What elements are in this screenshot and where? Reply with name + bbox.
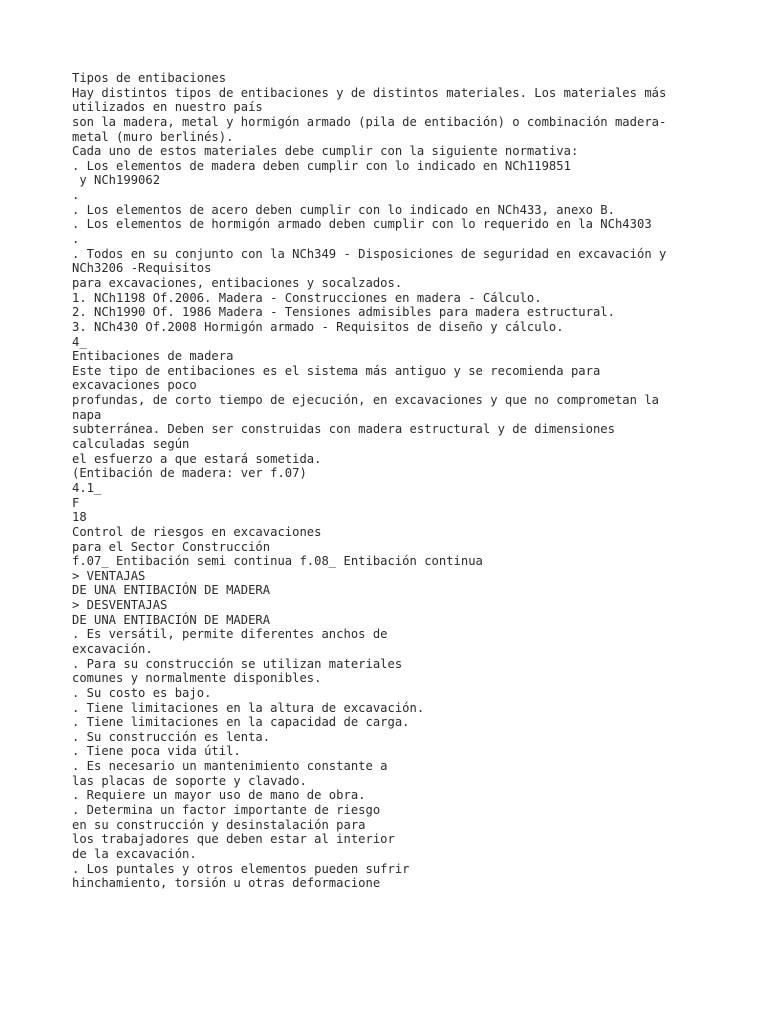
doc-line: . <box>72 232 80 247</box>
doc-line: subterránea. Deben ser construidas con madera estructural y de dimensiones <box>72 422 615 437</box>
doc-line: para excavaciones, entibaciones y socalzados. <box>72 275 403 290</box>
doc-heading-desventajas: > DESVENTAJAS <box>72 598 168 613</box>
doc-section-number: 4.1_ <box>72 480 102 495</box>
doc-list-item: . Tiene poca vida útil. <box>72 744 241 759</box>
doc-list-item: . Su construcción es lenta. <box>72 729 271 744</box>
doc-list-item: . Tiene limitaciones en la capacidad de carga. <box>72 715 410 730</box>
doc-list-item: . Tiene limitaciones en la altura de excavación. <box>72 700 425 715</box>
doc-list-item: . Es necesario un mantenimiento constante a <box>72 759 388 774</box>
doc-line: hinchamiento, torsión u otras deformacione <box>72 876 381 891</box>
doc-line: las placas de soporte y clavado. <box>72 773 307 788</box>
doc-line: en su construcción y desinstalación para <box>72 817 366 832</box>
doc-section-number: 4_ <box>72 334 87 349</box>
doc-line: y NCh199062 <box>72 173 161 188</box>
doc-list-item: 3. NCh430 Of.2008 Hormigón armado - Requisitos de diseño y cálculo. <box>72 319 564 334</box>
doc-line: . Los elementos de acero deben cumplir con lo indicado en NCh433, anexo B. <box>72 202 615 217</box>
doc-figure-caption: f.07_ Entibación semi continua f.08_ Entibación continua <box>72 554 483 569</box>
doc-line: Hay distintos tipos de entibaciones y de distintos materiales. Los materiales más <box>72 85 667 100</box>
doc-heading-tipos: Tipos de entibaciones <box>72 71 227 85</box>
doc-heading-desventajas: DE UNA ENTIBACIÓN DE MADERA <box>72 612 271 627</box>
doc-line: utilizados en nuestro país <box>72 100 263 115</box>
doc-line: los trabajadores que deben estar al interior <box>72 832 395 847</box>
doc-line: excavaciones poco <box>72 378 197 393</box>
doc-line: metal (muro berlinés). <box>72 129 234 144</box>
doc-line: de la excavación. <box>72 846 197 861</box>
doc-list-item: . Determina un factor importante de riesgo <box>72 803 381 818</box>
doc-running-title: Control de riesgos en excavaciones <box>72 524 322 539</box>
doc-line: . Todos en su conjunto con la NCh349 - Disposiciones de seguridad en excavación y <box>72 246 667 261</box>
doc-line: F <box>72 495 80 510</box>
doc-line: NCh3206 -Requisitos <box>72 261 212 276</box>
doc-line: profundas, de corto tiempo de ejecución, en excavaciones y que no comprometan la <box>72 393 659 408</box>
doc-line: excavación. <box>72 641 153 656</box>
doc-list-item: . Su costo es bajo. <box>72 685 212 700</box>
doc-line: . <box>72 188 80 203</box>
document-body <box>72 71 696 891</box>
doc-heading-ventajas: DE UNA ENTIBACIÓN DE MADERA <box>72 583 271 598</box>
doc-line: . Los elementos de hormigón armado deben cumplir con lo requerido en la NCh4303 <box>72 217 652 232</box>
doc-running-title: para el Sector Construcción <box>72 539 271 554</box>
doc-list-item: 2. NCh1990 Of. 1986 Madera - Tensiones admisibles para madera estructural. <box>72 305 615 320</box>
doc-line: son la madera, metal y hormigón armado (pila de entibación) o combinación madera- <box>72 114 667 129</box>
doc-line: el esfuerzo a que estará sometida. <box>72 451 322 466</box>
doc-page-number: 18 <box>72 510 87 525</box>
doc-heading-entibaciones-madera: Entibaciones de madera <box>72 349 234 364</box>
doc-line: (Entibación de madera: ver f.07) <box>72 466 307 481</box>
doc-line: Cada uno de estos materiales debe cumplir con la siguiente normativa: <box>72 144 579 159</box>
doc-line: comunes y normalmente disponibles. <box>72 671 322 686</box>
doc-list-item: . Requiere un mayor uso de mano de obra. <box>72 788 366 803</box>
doc-list-item: . Los puntales y otros elementos pueden sufrir <box>72 861 410 876</box>
doc-line: calculadas según <box>72 437 190 452</box>
doc-line: napa <box>72 407 102 422</box>
doc-list-item: 1. NCh1198 Of.2006. Madera - Construcciones en madera - Cálculo. <box>72 290 542 305</box>
doc-heading-ventajas: > VENTAJAS <box>72 568 146 583</box>
doc-list-item: . Para su construcción se utilizan materiales <box>72 656 403 671</box>
doc-line: . Los elementos de madera deben cumplir con lo indicado en NCh119851 <box>72 158 571 173</box>
doc-line: Este tipo de entibaciones es el sistema más antiguo y se recomienda para <box>72 363 601 378</box>
doc-list-item: . Es versátil, permite diferentes anchos de <box>72 627 388 642</box>
